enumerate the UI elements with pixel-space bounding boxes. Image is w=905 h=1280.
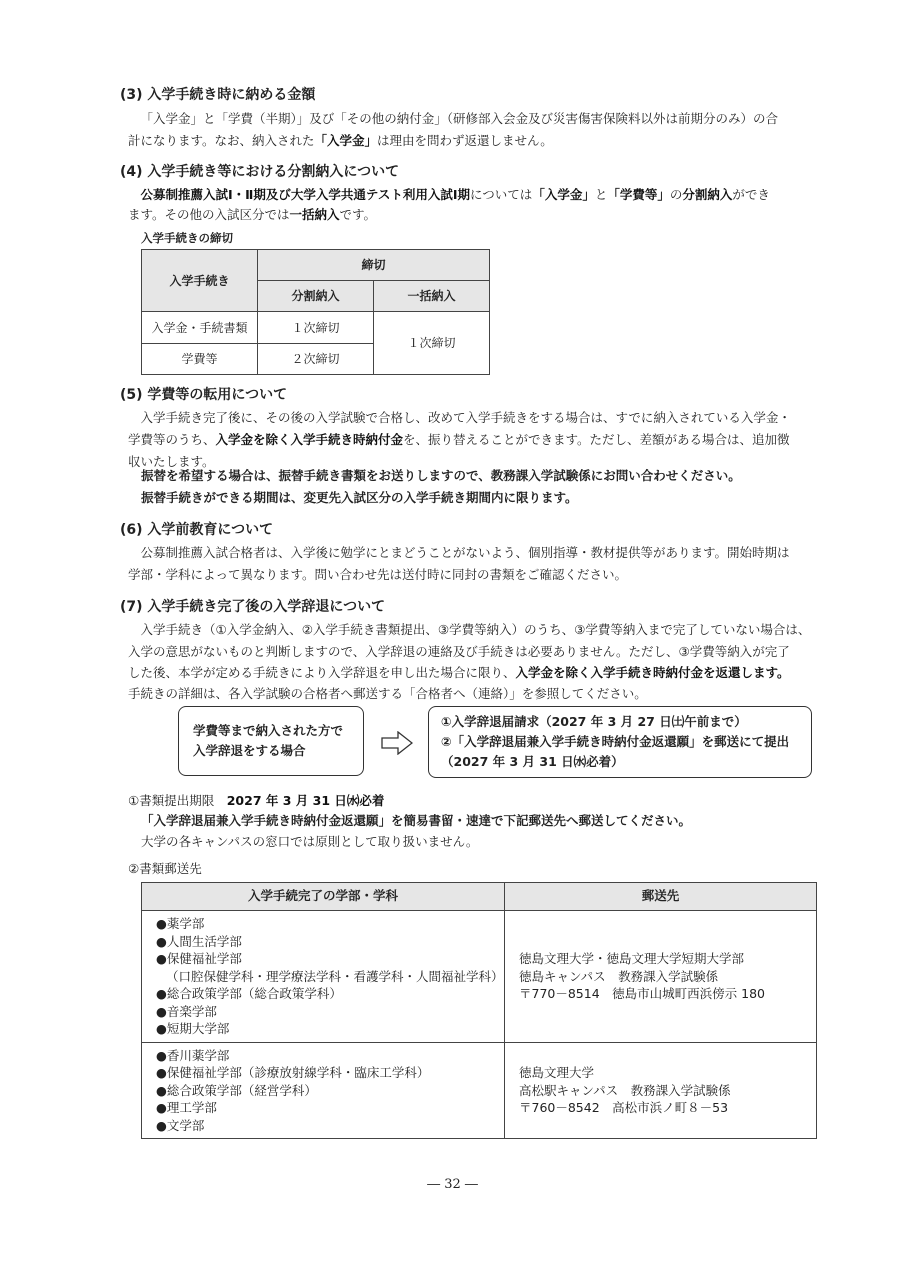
faculty-item: ●薬学部 (156, 916, 205, 931)
faculty-item: ●人間生活学部 (156, 933, 242, 949)
row-split: １次締切 (258, 312, 374, 344)
faculty-list (142, 911, 505, 1043)
address-line: 徳島文理大学・徳島文理大学短期大学部 (519, 951, 745, 966)
section-5-line-1: 入学手続き完了後に、その後の入学試験で合格し、改めて入学手続きをする場合は、すでに納入されている入学金・ (140, 410, 791, 425)
section-7-line-2: 入学の意思がないものと判断しますので、入学辞退の連絡及び手続きは必要ありません。ただし、③学費等納入が完了 (128, 644, 790, 659)
table-row (142, 1042, 817, 1139)
mailing-address-table (141, 882, 817, 1139)
arrow-right-icon (381, 731, 413, 755)
section-6-heading: (6) 入学前教育について (120, 522, 274, 538)
section-5-note-1: 振替を希望する場合は、振替手続き書類をお送りしますので、教務課入学試験係にお問い合わせください。 (141, 468, 741, 483)
section-5-line-3: 収いたします。 (128, 454, 215, 469)
row-label: 入学金・手続書類 (142, 312, 258, 344)
faculty-item: ●音楽学部 (156, 1003, 217, 1019)
faculty-item: ●理工学部 (156, 1100, 217, 1115)
section-7-line-3: した後、本学が定める手続きにより入学辞退を申し出た場合に限り、入学金を除く入学手続き時納付金を返還します。 (128, 665, 790, 680)
row-split: ２次締切 (258, 344, 374, 375)
faculty-item: ●保健福祉学部（診療放射線学科・臨床工学科） (156, 1065, 430, 1080)
section-7-line-4: 手続きの詳細は、各入学試験の合格者へ郵送する「合格者へ（連絡）」を参照してください。 (128, 686, 647, 701)
refund-condition-line-1: 学費等まで納入された方で (193, 723, 344, 738)
section-5-note-2: 振替手続きができる期間は、変更先入試区分の入学手続き期間内に限ります。 (141, 490, 578, 505)
refund-condition-line-2: 入学辞退をする場合 (193, 743, 306, 758)
address-line: 〒760－8542 高松市浜ノ町８－53 (519, 1100, 729, 1115)
table-row (142, 312, 490, 344)
section-5-line-2: 学費等のうち、入学金を除く入学手続き時納付金を、振り替えることができます。ただし、差額がある場合は、追加徴 (128, 432, 790, 447)
table-row (142, 911, 817, 1043)
section-4-heading: (4) 入学手続き等における分割納入について (120, 164, 400, 180)
section-6-line-2: 学部・学科によって異なります。問い合わせ先は送付時に同封の書類をご確認ください。 (128, 567, 628, 582)
col-split: 分割納入 (258, 281, 374, 312)
faculty-list (142, 1042, 505, 1139)
counter-note: 大学の各キャンパスの窓口では原則として取り扱いません。 (141, 834, 479, 849)
col-faculty: 入学手続完了の学部・学科 (142, 883, 505, 911)
address-block (505, 1042, 817, 1139)
refund-step-2: ②「入学辞退届兼入学手続き時納付金返還願」を郵送にて提出 (441, 734, 790, 749)
address-line: 徳島文理大学 (519, 1065, 595, 1080)
faculty-item: ●総合政策学部（経営学科） (156, 1082, 317, 1098)
row-label: 学費等 (142, 344, 258, 375)
mail-address-label: ②書類郵送先 (128, 861, 202, 876)
section-5-heading: (5) 学費等の転用について (120, 387, 288, 403)
col-lump: 一括納入 (374, 281, 490, 312)
refund-step-1: ①入学辞退届請求（2027 年 3 月 27 日㈯午前まで） (441, 714, 747, 729)
faculty-item: ●香川薬学部 (156, 1047, 230, 1063)
faculty-item: ●保健福祉学部 (156, 951, 242, 966)
section-3-line-1: 「入学金」と「学費（半期）」及び「その他の納付金」（研修部入会金及び災害傷害保険料以外は前期分のみ）の合 (140, 111, 779, 126)
faculty-item: ●短期大学部 (156, 1021, 230, 1036)
section-3-heading: (3) 入学手続き時に納める金額 (120, 87, 316, 103)
refund-condition-box (178, 706, 364, 776)
submission-deadline: ①書類提出期限 2027 年 3 月 31 日㈬必着 (128, 793, 385, 808)
section-4-line-2: ます。その他の入試区分では一括納入です。 (128, 207, 377, 222)
refund-steps-box (428, 706, 812, 778)
address-block (505, 911, 817, 1043)
mail-instruction: 「入学辞退届兼入学手続き時納付金返還願」を簡易書留・速達で下記郵送先へ郵送してください。 (141, 813, 692, 828)
section-3-line-2: 計になります。なお、納入された「入学金」は理由を問わず返還しません。 (128, 133, 553, 148)
section-6-line-1: 公募制推薦入試合格者は、入学後に勉学にとまどうことがないよう、個別指導・教材提供等があります。開始時期は (140, 545, 790, 560)
deadline-table-caption: 入学手続きの締切 (141, 231, 233, 245)
section-7-line-1: 入学手続き（①入学金納入、②入学手続き書類提出、③学費等納入）のうち、③学費等納入まで完了していない場合は、 (140, 622, 811, 637)
col-address: 郵送先 (505, 883, 817, 911)
section-7-heading: (7) 入学手続き完了後の入学辞退について (120, 599, 386, 615)
section-4-line-1: 公募制推薦入試Ⅰ・Ⅱ期及び大学入学共通テスト利用入試Ⅰ期については「入学金」と「学費等」の分割納入ができ (140, 187, 770, 202)
address-line: 徳島キャンパス 教務課入学試験係 (519, 968, 719, 984)
refund-step-2-deadline: （2027 年 3 月 31 日㈬必着） (441, 754, 624, 769)
faculty-item: ●総合政策学部（総合政策学科） (156, 986, 342, 1001)
faculty-item: （口腔保健学科・理学療法学科・看護学科・人間福祉学科） (166, 968, 504, 984)
row-lump: １次締切 (374, 312, 490, 375)
deadline-table (141, 249, 490, 375)
page-number: ― 32 ― (427, 1177, 478, 1192)
col-deadline: 締切 (258, 250, 490, 281)
col-procedure: 入学手続き (142, 250, 258, 312)
address-line: 〒770－8514 徳島市山城町西浜傍示 180 (519, 986, 766, 1001)
faculty-item: ●文学部 (156, 1117, 205, 1133)
address-line: 高松駅キャンパス 教務課入学試験係 (519, 1082, 731, 1098)
